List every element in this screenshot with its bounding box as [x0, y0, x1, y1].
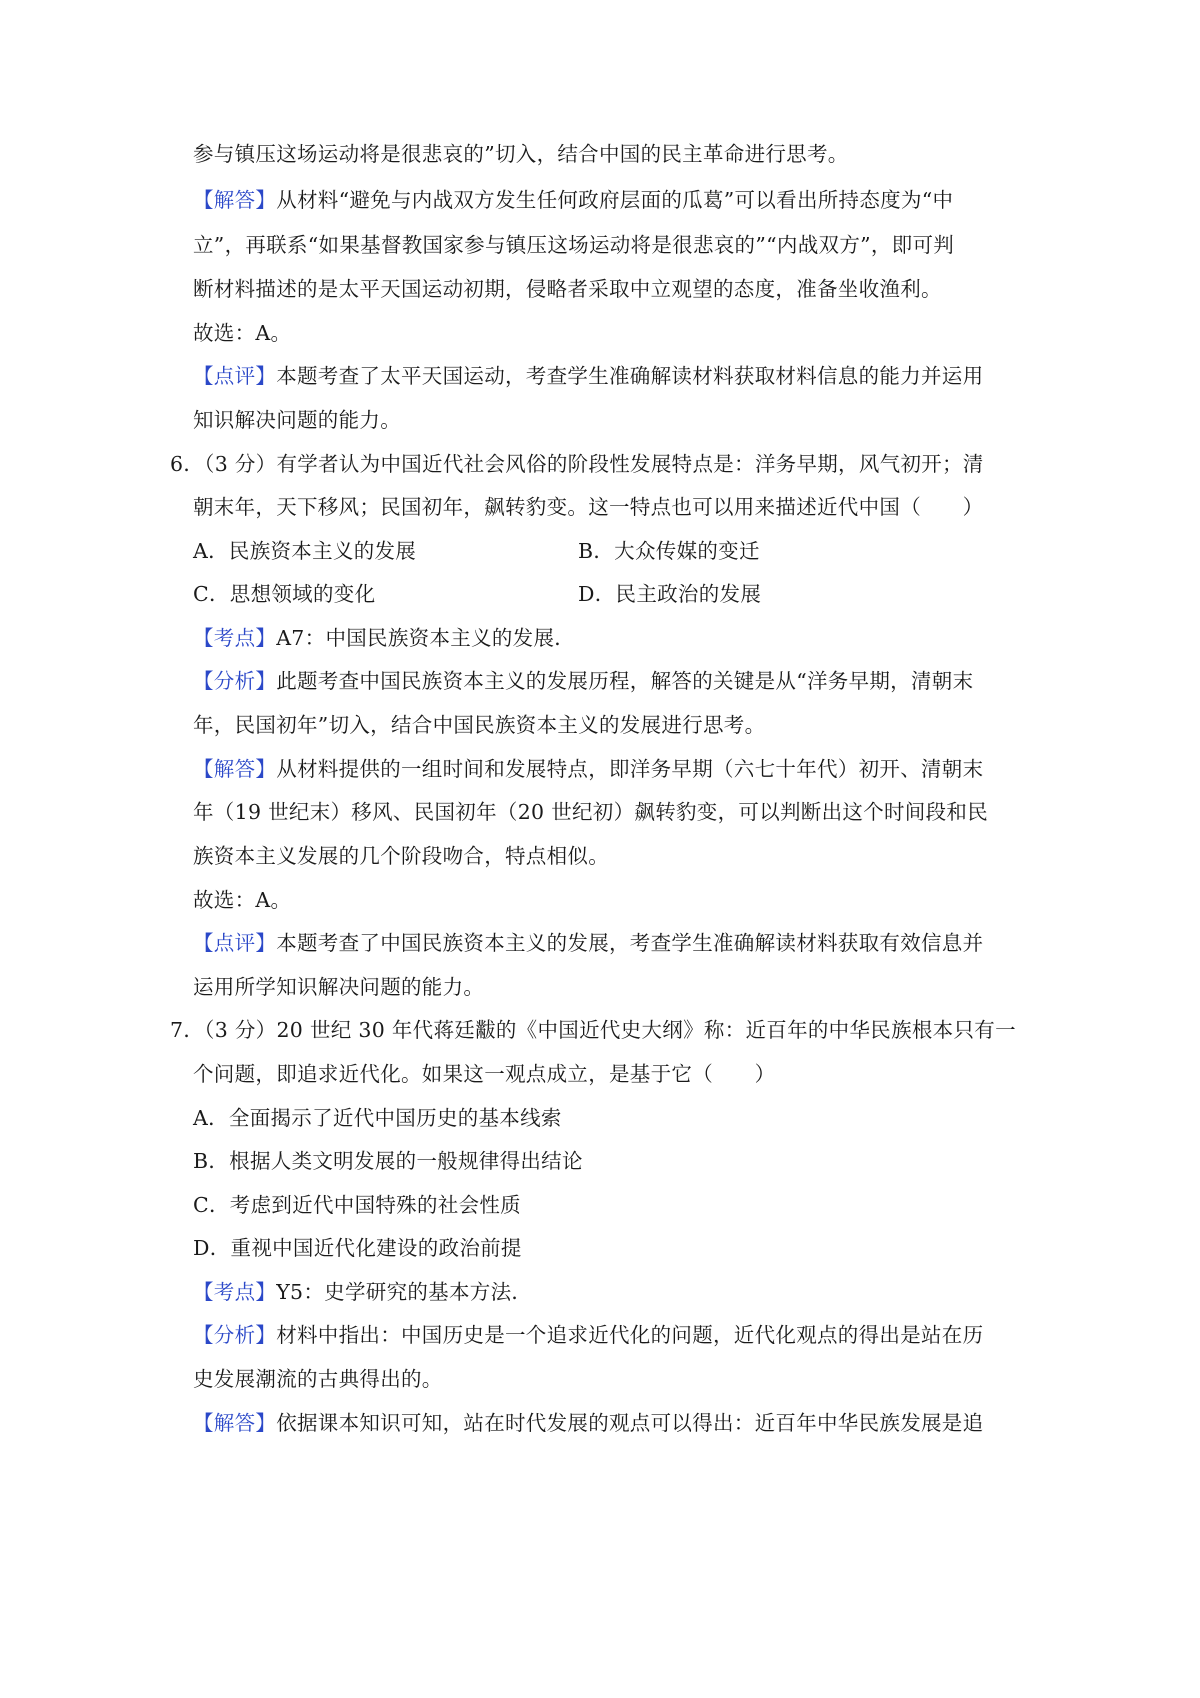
- q7-stem-line2: 个问题，即追求近代化。如果这一观点成立，是基于它（ ）: [193, 1062, 776, 1086]
- q5-answer-line1: 【解答】从材料“避免与内战双方发生任何政府层面的瓜葛”可以看出所持态度为“中: [193, 188, 954, 212]
- q6-answer-line3: 族资本主义发展的几个阶段吻合，特点相似。: [193, 844, 609, 868]
- q6-option-d: D．民主政治的发展: [578, 582, 762, 606]
- q7-option-a: A．全面揭示了近代中国历史的基本线索: [193, 1106, 562, 1130]
- answer-tag: 【解答】: [193, 757, 277, 781]
- q6-answer-line2: 年（19 世纪末）移风、民国初年（20 世纪初）飙转豹变，可以判断出这个时间段和民: [193, 800, 989, 824]
- q5-comment-line1: 【点评】本题考查了太平天国运动，考查学生准确解读材料获取材料信息的能力并运用: [193, 364, 984, 388]
- q7-option-c: C．考虑到近代中国特殊的社会性质: [193, 1193, 521, 1217]
- q5-comment-line2: 知识解决问题的能力。: [193, 408, 401, 432]
- q6-analysis-line2: 年，民国初年”切入，结合中国民族资本主义的发展进行思考。: [193, 713, 766, 737]
- analysis-tag: 【分析】: [193, 669, 277, 693]
- q6-point: 【考点】A7：中国民族资本主义的发展．: [193, 626, 576, 650]
- q5-answer-line2: 立”，再联系“如果基督教国家参与镇压这场运动将是很悲哀的”“内战双方”，即可判: [193, 233, 955, 257]
- q5-answer-line3: 断材料描述的是太平天国运动初期，侵略者采取中立观望的态度，准备坐收渔利。: [193, 277, 942, 301]
- q7-option-d: D．重视中国近代化建设的政治前提: [193, 1236, 522, 1260]
- point-tag: 【考点】: [193, 1280, 277, 1304]
- q6-comment-line2: 运用所学知识解决问题的能力。: [193, 975, 485, 999]
- q6-option-a: A．民族资本主义的发展: [193, 539, 417, 563]
- q5-choice: 故选：A。: [193, 321, 292, 345]
- q6-stem-line1: 6．（3 分）有学者认为中国近代社会风俗的阶段性发展特点是：洋务早期，风气初开；清: [170, 452, 984, 476]
- q7-answer-line1: 【解答】依据课本知识可知，站在时代发展的观点可以得出：近百年中华民族发展是追: [193, 1411, 984, 1435]
- q7-analysis-line1: 【分析】材料中指出：中国历史是一个追求近代化的问题，近代化观点的得出是站在历: [193, 1323, 984, 1347]
- q6-option-c: C．思想领域的变化: [193, 582, 376, 606]
- q6-comment-line1: 【点评】本题考查了中国民族资本主义的发展，考查学生准确解读材料获取有效信息并: [193, 931, 984, 955]
- q5-analysis-tail: 参与镇压这场运动将是很悲哀的”切入，结合中国的民主革命进行思考。: [193, 142, 849, 166]
- q6-answer-line1: 【解答】从材料提供的一组时间和发展特点，即洋务早期（六七十年代）初开、清朝末: [193, 757, 984, 781]
- answer-tag: 【解答】: [193, 1411, 277, 1435]
- answer-tag: 【解答】: [193, 188, 277, 212]
- comment-tag: 【点评】: [193, 931, 277, 955]
- point-tag: 【考点】: [193, 626, 277, 650]
- q6-choice: 故选：A。: [193, 888, 292, 912]
- q7-stem-line1: 7．（3 分）20 世纪 30 年代蒋廷黻的《中国近代史大纲》称：近百年的中华民族根本只有一: [170, 1018, 1016, 1042]
- comment-tag: 【点评】: [193, 364, 277, 388]
- q7-point: 【考点】Y5：史学研究的基本方法．: [193, 1280, 533, 1304]
- q7-analysis-line2: 史发展潮流的古典得出的。: [193, 1367, 443, 1391]
- q6-stem-line2: 朝末年，天下移风；民国初年，飙转豹变。这一特点也可以用来描述近代中国（ ）: [193, 495, 984, 519]
- q6-option-b: B．大众传媒的变迁: [578, 539, 760, 563]
- q7-option-b: B．根据人类文明发展的一般规律得出结论: [193, 1149, 583, 1173]
- analysis-tag: 【分析】: [193, 1323, 277, 1347]
- q6-analysis-line1: 【分析】此题考查中国民族资本主义的发展历程，解答的关键是从“洋务早期，清朝末: [193, 669, 974, 693]
